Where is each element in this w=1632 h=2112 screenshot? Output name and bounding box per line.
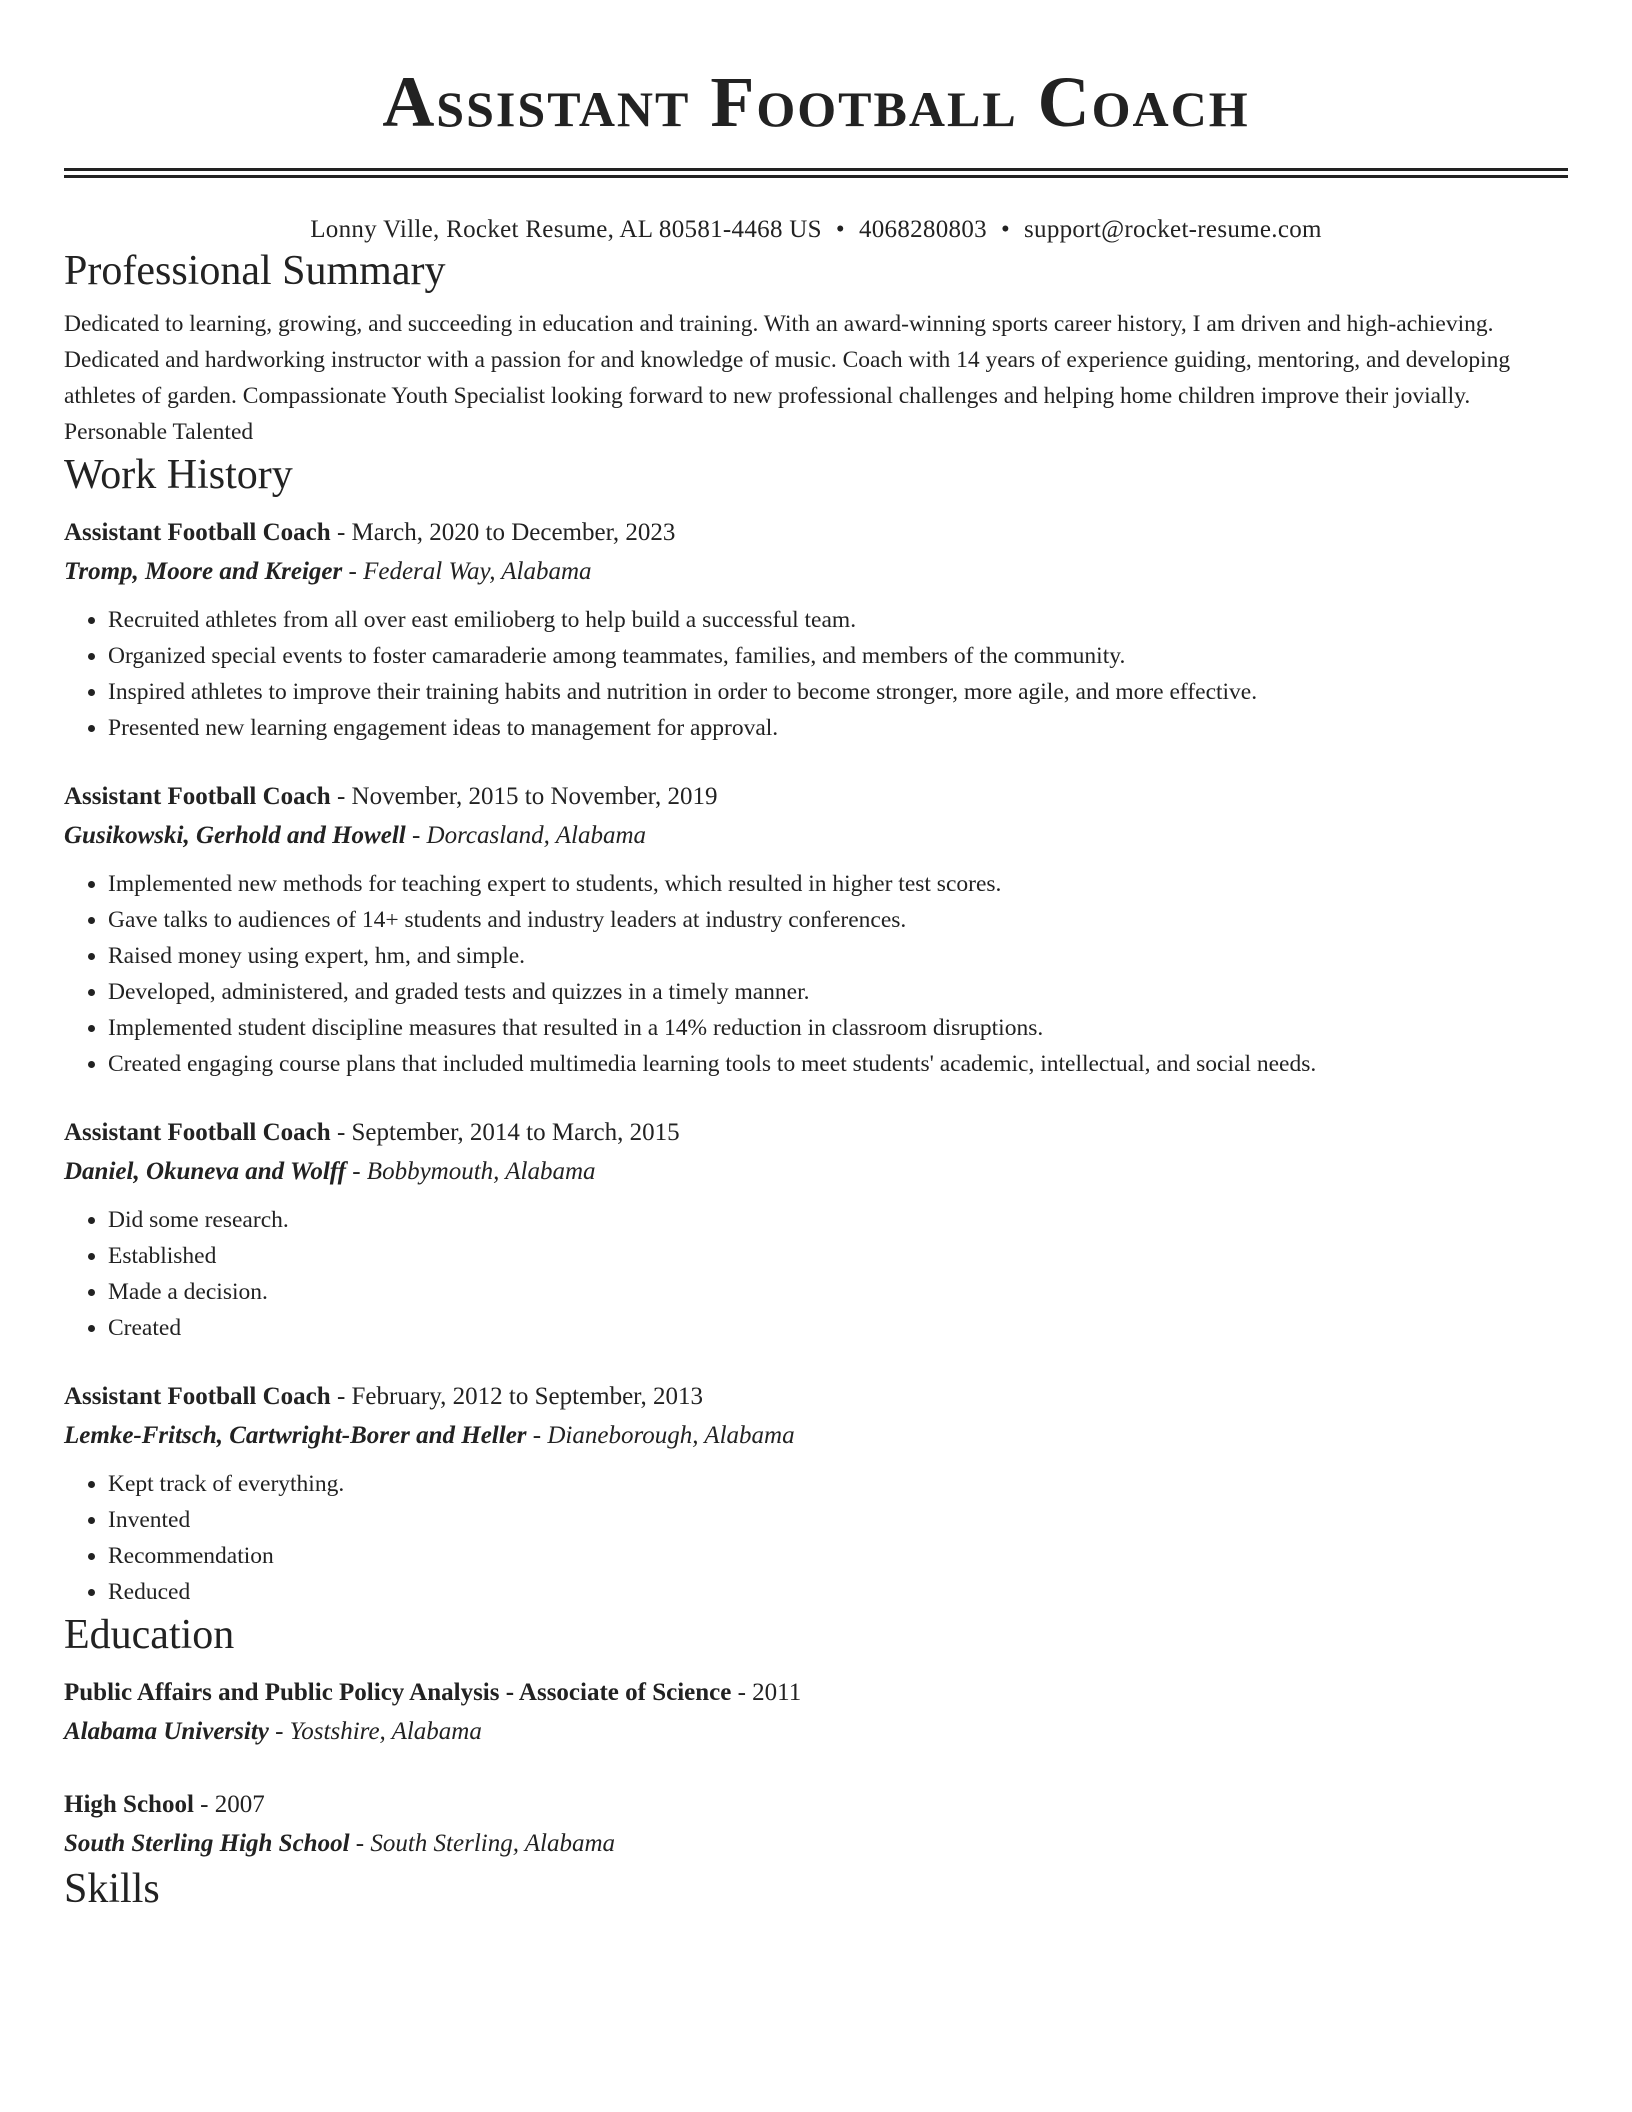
job-role: Assistant Football Coach (64, 783, 331, 810)
contact-phone: 4068280803 (858, 216, 987, 243)
contact-email: support@rocket-resume.com (1024, 216, 1322, 243)
job-employer (64, 552, 1568, 592)
job-employer (64, 816, 1568, 856)
job-duty: • Did some research. (108, 1202, 1568, 1238)
job-company: Daniel, Okuneva and Wolff (64, 1158, 346, 1185)
job-company: Lemke-Fritsch, Cartwright-Borer and Heller (64, 1422, 527, 1449)
summary-heading: Professional Summary (64, 248, 446, 294)
title-double-rule (64, 168, 1568, 178)
job-location: - Bobbymouth, Alabama (345, 1158, 596, 1185)
education-heading: Education (64, 1612, 235, 1658)
education-school-line (64, 1824, 1568, 1864)
job-role: Assistant Football Coach (64, 1383, 331, 1410)
job-duty: • Reduced (108, 1574, 1568, 1610)
education-degree: Public Affairs and Public Policy Analysis - Associate of Science (64, 1679, 732, 1706)
job-dates: - February, 2012 to September, 2013 (330, 1383, 703, 1410)
education-entry (64, 1786, 1568, 1864)
job-company: Gusikowski, Gerhold and Howell (64, 822, 406, 849)
education-header (64, 1674, 1568, 1712)
education-year: - 2007 (193, 1791, 265, 1818)
job-role: Assistant Football Coach (64, 519, 331, 546)
job-duty: • Kept track of everything. (108, 1466, 1568, 1502)
job-header (64, 514, 1568, 552)
job-dates: - November, 2015 to November, 2019 (330, 783, 718, 810)
job-duties-list (64, 602, 1568, 746)
job-duty: • Implemented new methods for teaching expert to students, which resulted in higher test scores. (108, 866, 1568, 902)
job-duty: • Gave talks to audiences of 14+ students and industry leaders at industry conferences. (108, 902, 1568, 938)
job-duty: • Established (108, 1238, 1568, 1274)
education-school: South Sterling High School (64, 1830, 350, 1857)
job-duty: • Developed, administered, and graded tests and quizzes in a timely manner. (108, 974, 1568, 1010)
skills-heading: Skills (64, 1866, 160, 1912)
job-duty: • Recruited athletes from all over east emilioberg to help build a successful team. (108, 602, 1568, 638)
job-location: - Federal Way, Alabama (342, 558, 592, 585)
job-duty: • Created (108, 1310, 1568, 1346)
education-degree: High School (64, 1791, 194, 1818)
contact-line (64, 214, 1568, 246)
job-duty: • Presented new learning engagement ideas to management for approval. (108, 710, 1568, 746)
job-duties-list (64, 1466, 1568, 1610)
job-employer (64, 1152, 1568, 1192)
education-school: Alabama University (64, 1718, 269, 1745)
job-duty: • Created engaging course plans that included multimedia learning tools to meet students' academic, intellectual, and social needs. (108, 1046, 1568, 1082)
summary-text: Dedicated to learning, growing, and succeeding in education and training. With an award-winning sports career history, I am driven and high-achieving. Dedicated and hardworking instructor with a passion for and knowledge of music. Coach with 14 years of experience guiding, mentoring, and developing athletes of garden. Compassionate Youth Specialist looking forward to new professional challenges and helping home children improve their jovially. Personable Talented (64, 311, 1511, 445)
education-school-line (64, 1712, 1568, 1752)
job-header (64, 1378, 1568, 1416)
contact-separator: • (835, 216, 845, 243)
job-duty: • Organized special events to foster camaraderie among teammates, families, and members of the community. (108, 638, 1568, 674)
job-duty: • Raised money using expert, hm, and simple. (108, 938, 1568, 974)
job-header (64, 778, 1568, 816)
job-entry (64, 514, 1568, 746)
resume-title: Assistant Football Coach (382, 62, 1250, 142)
job-duties-list (64, 866, 1568, 1082)
job-company: Tromp, Moore and Kreiger (64, 558, 343, 585)
job-duty: • Made a decision. (108, 1274, 1568, 1310)
job-duty: • Invented (108, 1502, 1568, 1538)
job-duties-list (64, 1202, 1568, 1346)
job-duty: • Implemented student discipline measures that resulted in a 14% reduction in classroom disruptions. (108, 1010, 1568, 1046)
education-location: - Yostshire, Alabama (268, 1718, 482, 1745)
job-location: - Dianeborough, Alabama (526, 1422, 795, 1449)
job-role: Assistant Football Coach (64, 1119, 331, 1146)
job-duty: • Inspired athletes to improve their training habits and nutrition in order to become stronger, more agile, and more effective. (108, 674, 1568, 710)
job-entry (64, 778, 1568, 1082)
job-entry (64, 1378, 1568, 1610)
contact-address: Lonny Ville, Rocket Resume, AL 80581-4468 US (310, 216, 822, 243)
job-duty: • Recommendation (108, 1538, 1568, 1574)
education-year: - 2011 (731, 1679, 802, 1706)
work-history-heading: Work History (64, 452, 293, 498)
education-entry (64, 1674, 1568, 1752)
job-entry (64, 1114, 1568, 1346)
job-dates: - September, 2014 to March, 2015 (330, 1119, 680, 1146)
job-employer (64, 1416, 1568, 1456)
job-location: - Dorcasland, Alabama (405, 822, 647, 849)
education-header (64, 1786, 1568, 1824)
education-location: - South Sterling, Alabama (349, 1830, 616, 1857)
job-dates: - March, 2020 to December, 2023 (330, 519, 676, 546)
contact-separator: • (1000, 216, 1010, 243)
job-header (64, 1114, 1568, 1152)
